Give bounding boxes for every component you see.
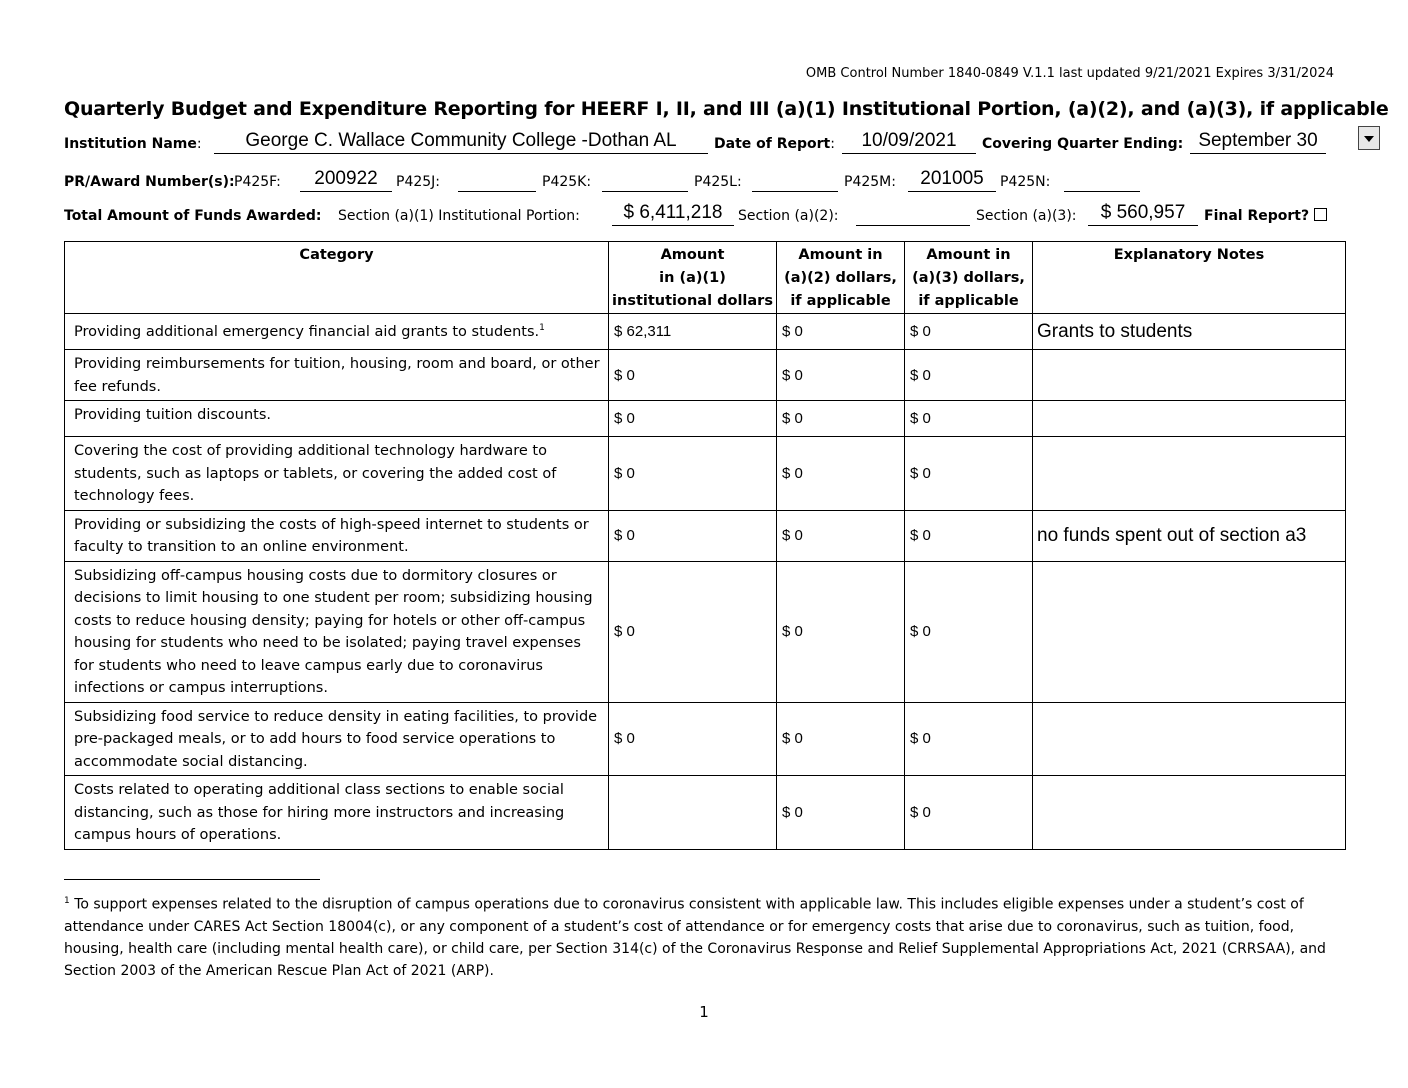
- footnote-marker: 1: [64, 896, 70, 906]
- table-header-row: [65, 242, 1346, 314]
- header-a1-amount: [609, 242, 777, 314]
- quarter-ending-value: September 30: [1198, 130, 1318, 151]
- category-cell: Providing reimbursements for tuition, housing, room and board, or other fee refunds.: [65, 350, 609, 401]
- category-cell: Providing or subsidizing the costs of high-speed internet to students or faculty to transition to an online environment.: [65, 510, 609, 561]
- table-row: [65, 776, 1346, 850]
- a1-portion-label: Section (a)(1) Institutional Portion:: [338, 208, 580, 224]
- category-cell: Subsidizing off-campus housing costs due to dormitory closures or decisions to limit housing to one student per room; subsidizing housing costs to reduce housing density; paying for hotels or other off-campus housing for students who need to be isolated; paying travel expenses for students who need to leave campus early due to coronavirus infections or campus interruptions.: [65, 561, 609, 702]
- table-row: [65, 350, 1346, 401]
- p425m-label: P425M:: [844, 174, 896, 190]
- header-a3-amount: [905, 242, 1033, 314]
- institution-row: [64, 128, 1354, 154]
- p425m-value: 201005: [920, 168, 984, 189]
- table-row: [65, 401, 1346, 437]
- omb-control-number: OMB Control Number 1840-0849 V.1.1 last updated 9/21/2021 Expires 3/31/2024: [805, 66, 1334, 81]
- a2-amount-cell[interactable]: $ 0: [777, 437, 905, 511]
- page-number: 1: [699, 1003, 709, 1021]
- a3-amount-cell[interactable]: $ 0: [905, 350, 1033, 401]
- a1-portion-field[interactable]: [612, 199, 734, 226]
- budget-table: [64, 241, 1346, 850]
- a1-amount-cell[interactable]: $ 0: [609, 401, 777, 437]
- p425j-label: P425J:: [396, 174, 441, 190]
- notes-cell[interactable]: [1033, 561, 1346, 702]
- a1-portion-value: $ 6,411,218: [623, 202, 723, 223]
- category-cell: Subsidizing food service to reduce density in eating facilities, to provide pre-packaged meals, or to add hours to food service operations to accommodate social distancing.: [65, 702, 609, 776]
- notes-cell[interactable]: no funds spent out of section a3: [1033, 510, 1346, 561]
- header-a2-line1: Amount in: [798, 247, 883, 263]
- date-of-report-value: 10/09/2021: [861, 130, 957, 151]
- table-row: [65, 314, 1346, 350]
- a2-amount-cell[interactable]: $ 0: [777, 776, 905, 850]
- final-report-label: Final Report?: [1204, 208, 1327, 224]
- institution-name-field[interactable]: [214, 127, 708, 154]
- category-cell: Providing tuition discounts.: [65, 401, 609, 437]
- a1-amount-cell[interactable]: [609, 776, 777, 850]
- a1-amount-cell[interactable]: $ 0: [609, 702, 777, 776]
- a1-amount-cell[interactable]: $ 0: [609, 437, 777, 511]
- p425l-field[interactable]: [752, 165, 838, 192]
- a3-section-field[interactable]: [1088, 199, 1198, 226]
- a2-amount-cell[interactable]: $ 0: [777, 401, 905, 437]
- notes-cell[interactable]: [1033, 401, 1346, 437]
- a3-amount-cell[interactable]: $ 0: [905, 561, 1033, 702]
- quarter-dropdown-button[interactable]: [1358, 126, 1380, 150]
- notes-cell[interactable]: [1033, 437, 1346, 511]
- p425n-field[interactable]: [1064, 165, 1140, 192]
- p425l-label: P425L:: [694, 174, 742, 190]
- header-a1-line2: in (a)(1): [659, 270, 726, 286]
- a2-section-label: Section (a)(2):: [738, 208, 839, 224]
- footnote: [64, 890, 1346, 982]
- category-cell: Covering the cost of providing additional technology hardware to students, such as laptops or tablets, or covering the added cost of technology fees.: [65, 437, 609, 511]
- p425f-label: P425F:: [234, 174, 281, 190]
- p425f-field[interactable]: [300, 165, 392, 192]
- a2-amount-cell[interactable]: $ 0: [777, 702, 905, 776]
- a3-amount-cell[interactable]: $ 0: [905, 702, 1033, 776]
- a2-amount-cell[interactable]: $ 0: [777, 510, 905, 561]
- table-row: [65, 561, 1346, 702]
- a3-amount-cell[interactable]: $ 0: [905, 510, 1033, 561]
- category-text: Providing additional emergency financial aid grants to students.: [74, 323, 540, 340]
- a3-amount-cell[interactable]: $ 0: [905, 314, 1033, 350]
- p425k-label: P425K:: [542, 174, 592, 190]
- date-label: Date of Report:: [714, 136, 835, 152]
- a2-amount-cell[interactable]: $ 0: [777, 314, 905, 350]
- header-a1-line1: Amount: [660, 247, 725, 263]
- footnote-text: To support expenses related to the disruption of campus operations due to coronavirus consistent with applicable law. This includes eligible expenses under a student’s cost of attendance under CARES Act Section 18004(c), or any component of a student’s cost of attendance or for emergency costs that arise due to coronavirus, such as tuition, food, housing, health care (including mental health care), or child care, per Section 314(c) of the Coronavirus Response and Relief Supplemental Appropriations Act, 2021 (CRRSAA), and Section 2003 of the American Rescue Plan Act of 2021 (ARP).: [64, 896, 1326, 979]
- category-cell: Costs related to operating additional class sections to enable social distancing, such as those for hiring more instructors and increasing campus hours of operations.: [65, 776, 609, 850]
- a1-amount-cell[interactable]: $ 0: [609, 561, 777, 702]
- p425j-field[interactable]: [458, 165, 536, 192]
- institution-label: Institution Name:: [64, 136, 202, 152]
- quarter-ending-field[interactable]: [1190, 127, 1326, 154]
- a3-amount-cell[interactable]: $ 0: [905, 776, 1033, 850]
- award-numbers-row: [64, 166, 1354, 192]
- notes-cell[interactable]: Grants to students: [1033, 314, 1346, 350]
- award-numbers-label: PR/Award Number(s):: [64, 174, 235, 190]
- footnote-ref: 1: [539, 323, 545, 333]
- notes-cell[interactable]: [1033, 776, 1346, 850]
- a3-section-label: Section (a)(3):: [976, 208, 1077, 224]
- header-explanatory-notes: Explanatory Notes: [1033, 242, 1346, 314]
- a2-amount-cell[interactable]: $ 0: [777, 561, 905, 702]
- notes-cell[interactable]: [1033, 702, 1346, 776]
- date-of-report-field[interactable]: [842, 127, 976, 154]
- header-a3-line1: Amount in: [926, 247, 1011, 263]
- table-row: [65, 702, 1346, 776]
- table-row: [65, 437, 1346, 511]
- a2-amount-cell[interactable]: $ 0: [777, 350, 905, 401]
- p425m-field[interactable]: [908, 165, 996, 192]
- final-report-checkbox[interactable]: [1314, 208, 1327, 221]
- notes-cell[interactable]: [1033, 350, 1346, 401]
- table-row: [65, 510, 1346, 561]
- footnote-divider: [64, 879, 320, 880]
- header-a2-line2: (a)(2) dollars,: [784, 270, 897, 286]
- a3-amount-cell[interactable]: $ 0: [905, 401, 1033, 437]
- institution-name-value: George C. Wallace Community College -Dothan AL: [245, 130, 677, 151]
- p425k-field[interactable]: [602, 165, 688, 192]
- header-a1-line3: institutional dollars: [612, 293, 773, 309]
- quarter-label: Covering Quarter Ending:: [982, 136, 1184, 152]
- a1-amount-cell[interactable]: $ 0: [609, 350, 777, 401]
- a1-amount-cell[interactable]: $ 0: [609, 510, 777, 561]
- totals-label: Total Amount of Funds Awarded:: [64, 208, 322, 224]
- header-category: Category: [65, 242, 609, 314]
- header-a3-line3: if applicable: [918, 293, 1019, 309]
- a3-amount-cell[interactable]: $ 0: [905, 437, 1033, 511]
- header-a2-amount: [777, 242, 905, 314]
- p425f-value: 200922: [314, 168, 378, 189]
- category-cell: [65, 314, 609, 350]
- a1-amount-cell[interactable]: $ 62,311: [609, 314, 777, 350]
- header-a3-line2: (a)(3) dollars,: [912, 270, 1025, 286]
- totals-row: [64, 200, 1354, 226]
- p425n-label: P425N:: [1000, 174, 1051, 190]
- a2-section-field[interactable]: [856, 199, 970, 226]
- header-a2-line3: if applicable: [790, 293, 891, 309]
- a3-section-value: $ 560,957: [1100, 202, 1186, 223]
- form-title: Quarterly Budget and Expenditure Reporting for HEERF I, II, and III (a)(1) Institutional Portion, (a)(2), and (a)(3), if applicable: [64, 98, 1389, 120]
